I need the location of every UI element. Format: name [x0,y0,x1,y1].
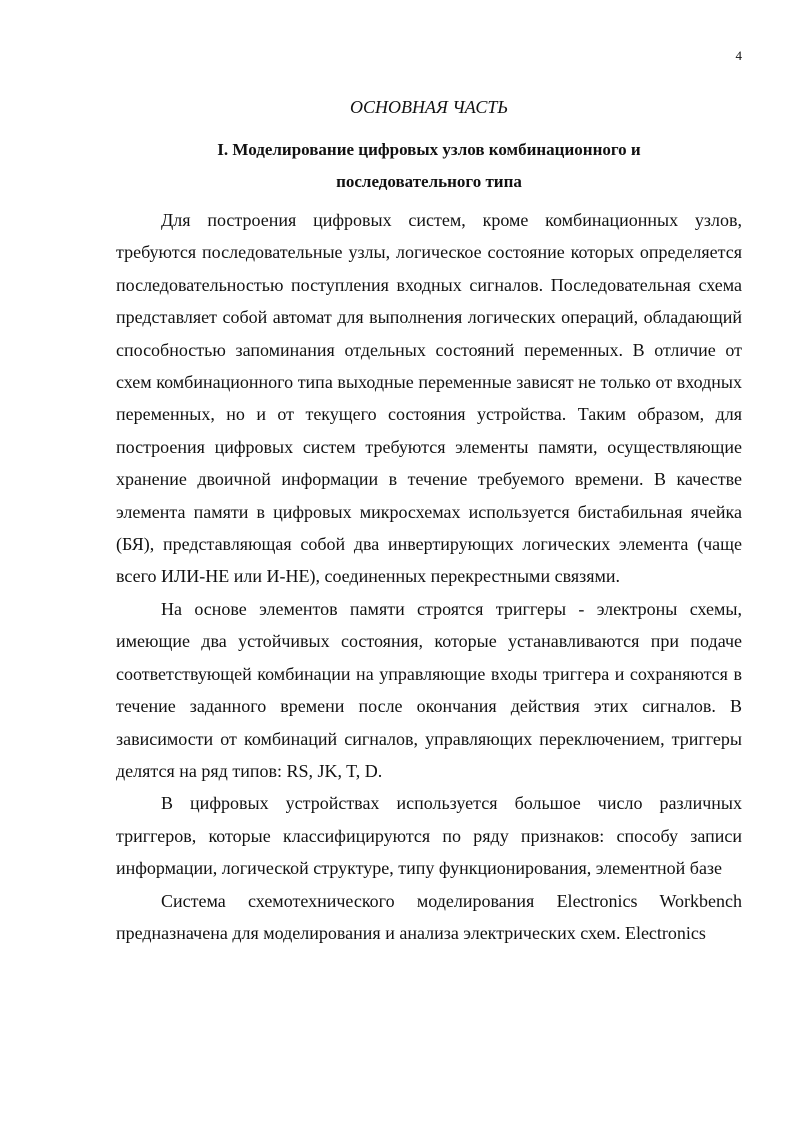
chapter-title [116,134,742,198]
chapter-title-line-1: I. Моделирование цифровых узлов комбинационного и [217,140,641,159]
paragraph-trigger-classification: В цифровых устройствах используется большое число различных триггеров, которые классифицируются по ряду признаков: способу записи информации, логической структуре, типу функционирования, элементной базе [116,793,742,879]
section-title: ОСНОВНАЯ ЧАСТЬ [350,97,508,117]
page-number: 4 [735,48,742,63]
chapter-title-line-2: последовательного типа [336,172,522,191]
paragraph-electronics-workbench: Система схемотехнического моделирования Electronics Workbench предназначена для моделирования и анализа электрических схем. Electronics [116,890,742,943]
paragraph-triggers: На основе элементов памяти строятся триггеры - электроны схемы, имеющие два устойчивых состояния, которые устанавливаются при подаче соответствующей комбинации на управляющие входы триггера и сохраняются в течение заданного времени после окончания действия этих сигналов. В зависимости от комбинаций сигналов, управляющих переключением, триггеры делятся на ряд типов: RS, JK, T, D. [116,598,742,781]
page-content [116,91,742,949]
paragraph-sequential-circuits: Для построения цифровых систем, кроме комбинационных узлов, требуются последовательные узлы, логическое состояние которых определяется последовательностью поступления входных сигналов. Последовательная схема представляет собой автомат для выполнения логических операций, обладающий способностью запоминания отдельных состояний переменных. В отличие от схем комбинационного типа выходные переменные зависят не только от входных переменных, но и от текущего состояния устройства. Таким образом, для построения цифровых систем требуются элементы памяти, осуществляющие хранение двоичной информации в течение требуемого времени. В качестве элемента памяти в цифровых микросхемах используется бистабильная ячейка (БЯ), представляющая собой два инвертирующих логических элемента (чаще всего ИЛИ-НЕ или И-НЕ), соединенных перекрестными связями. [116,210,742,587]
